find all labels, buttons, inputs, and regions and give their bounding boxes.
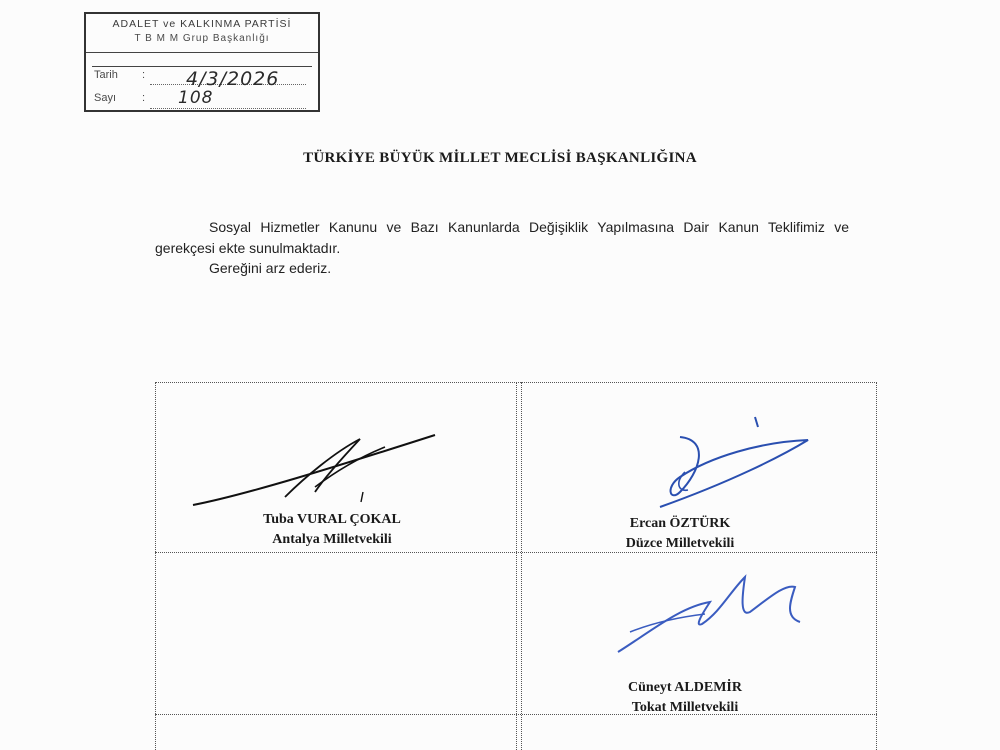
signer-2 bbox=[585, 514, 775, 554]
signer-2-region: Düzce Milletvekili bbox=[625, 536, 735, 551]
signer-1-region: Antalya Milletvekili bbox=[272, 532, 392, 547]
signer-3-region: Tokat Milletvekili bbox=[631, 700, 739, 715]
signature-cuneyt-aldemir bbox=[610, 562, 820, 662]
signer-3-name: Cüneyt ALDEMİR bbox=[628, 680, 742, 695]
signature-grid bbox=[155, 382, 877, 750]
signer-3 bbox=[585, 678, 785, 718]
signature-ercan-ozturk bbox=[640, 412, 820, 522]
stamp-number-label: Sayı bbox=[94, 92, 117, 104]
stamp-party: ADALET ve KALKINMA PARTİSİ bbox=[112, 18, 292, 30]
document-title: TÜRKİYE BÜYÜK MİLLET MECLİSİ BAŞKANLIĞINA bbox=[303, 150, 697, 166]
stamp-date-label: Tarih bbox=[94, 69, 118, 81]
document-body: Sosyal Hizmetler Kanunu ve Bazı Kanunlarda Değişiklik Yapılmasına Dair Kanun Teklifimiz ve gerekçesi ekte sunulmaktadır. bbox=[155, 219, 849, 256]
stamp-date-value: 4/3/2026 bbox=[186, 68, 280, 90]
signer-1-name: Tuba VURAL ÇOKAL bbox=[263, 512, 401, 527]
document-closing: Gereğini arz ederiz. bbox=[209, 260, 332, 276]
signer-1 bbox=[227, 510, 437, 550]
stamp-group: T B M M Grup Başkanlığı bbox=[134, 33, 270, 44]
signer-2-name: Ercan ÖZTÜRK bbox=[629, 516, 731, 531]
stamp-number-value: 108 bbox=[178, 88, 214, 108]
stamp-divider bbox=[86, 52, 318, 53]
signature-tuba-vural-cokal bbox=[185, 427, 445, 517]
registry-stamp: ADALET ve KALKINMA PARTİSİ T B M M Grup Başkanlığı Tarih : 4/3/2026 Sayı : 108 bbox=[84, 12, 320, 112]
stamp-date-row: Tarih : bbox=[92, 66, 312, 67]
